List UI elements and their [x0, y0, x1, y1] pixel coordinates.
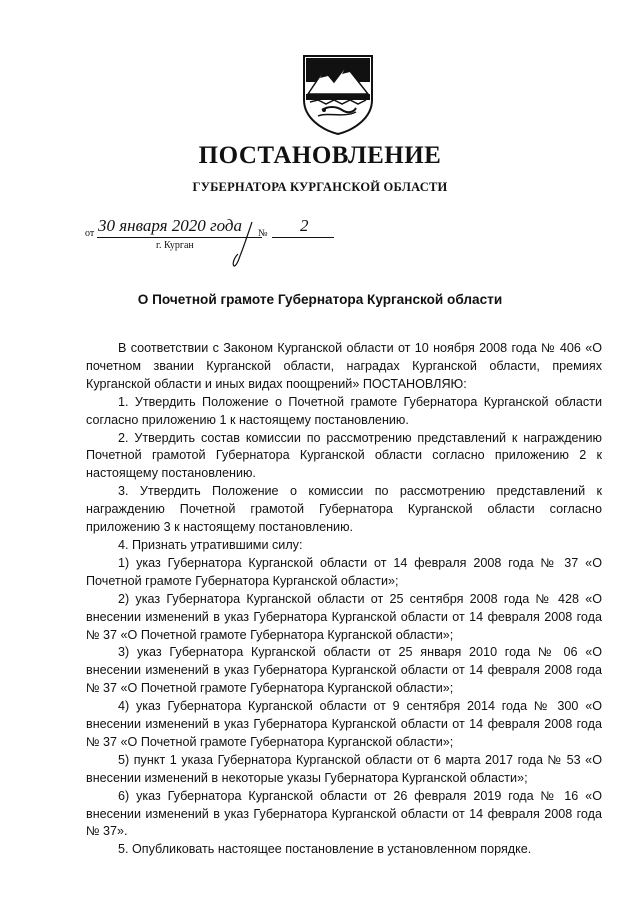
handwritten-stroke: [222, 220, 262, 268]
date-prefix: от: [85, 228, 95, 239]
number-label: №: [258, 228, 268, 239]
paragraph-item-3: 3. Утвердить Положение о комиссии по рассмотрению представлений к награждению Почетной грамотой Губернатора Курганской области согласно приложению 3 к настоящему постановлению.: [86, 484, 602, 535]
subparagraph-3: 3) указ Губернатора Курганской области от 25 января 2010 года № 06 «О внесении изменений в указ Губернатора Курганской области от 14 февраля 2008 года № 37 «О Почетной грамоте Губернатора Курганской области»;: [86, 645, 602, 696]
coat-of-arms-emblem: [300, 52, 376, 136]
subparagraph-6: 6) указ Губернатора Курганской области от 26 февраля 2019 года № 16 «О внесении изменений в указ Губернатора Курганской области от 14 февраля 2008 года № 37».: [86, 788, 602, 839]
issuer-subtitle: ГУБЕРНАТОРА КУРГАНСКОЙ ОБЛАСТИ: [192, 180, 448, 194]
document-title: ПОСТАНОВЛЕНИЕ: [198, 142, 442, 169]
handwritten-date: 30 января 2020 года: [98, 216, 243, 235]
paragraph-item-2: 2. Утвердить состав комиссии по рассмотрению представлений к награждению Почетной грамотой Губернатора Курганской области согласно приложению 2 к настоящему постановлению.: [86, 430, 602, 481]
subparagraph-1: 1) указ Губернатора Курганской области от 14 февраля 2008 года № 37 «О Почетной грамоте Губернатора Курганской области»;: [86, 555, 602, 588]
paragraph-item-4: 4. Признать утратившими силу:: [118, 537, 303, 552]
paragraph-item-5: 5. Опубликовать настоящее постановление в установленном порядке.: [118, 842, 532, 857]
handwritten-number: 2: [300, 216, 309, 235]
paragraph-item-1: 1. Утвердить Положение о Почетной грамоте Губернатора Курганской области согласно приложению 1 к настоящему постановлению.: [86, 394, 602, 427]
city-label: г. Курган: [156, 240, 194, 251]
subparagraph-2: 2) указ Губернатора Курганской области от 25 сентября 2008 года № 428 «О внесении изменений в указ Губернатора Курганской области от 14 февраля 2008 года № 37 «О Почетной грамоте Губернатора Курганской области»;: [86, 591, 602, 642]
document-body: [86, 340, 602, 859]
date-number-line: [0, 218, 640, 268]
subparagraph-5: 5) пункт 1 указа Губернатора Курганской области от 6 марта 2017 года № 53 «О внесении изменений в некоторые указы Губернатора Курганской области»;: [86, 752, 602, 785]
paragraph-preamble: В соответствии с Законом Курганской области от 10 ноября 2008 года № 406 «О почетном звании Курганской области, наградах Курганской области, премиях Курганской области и иных видах поощрений» ПОСТАНОВЛЯЮ:: [86, 341, 602, 391]
subparagraph-4: 4) указ Губернатора Курганской области от 9 сентября 2014 года № 300 «О внесении изменений в указ Губернатора Курганской области от 14 февраля 2008 года № 37 «О Почетной грамоте Губернатора Курганской области»;: [86, 699, 602, 749]
number-underline: [272, 237, 334, 238]
document-heading: О Почетной грамоте Губернатора Курганской области: [137, 292, 503, 307]
